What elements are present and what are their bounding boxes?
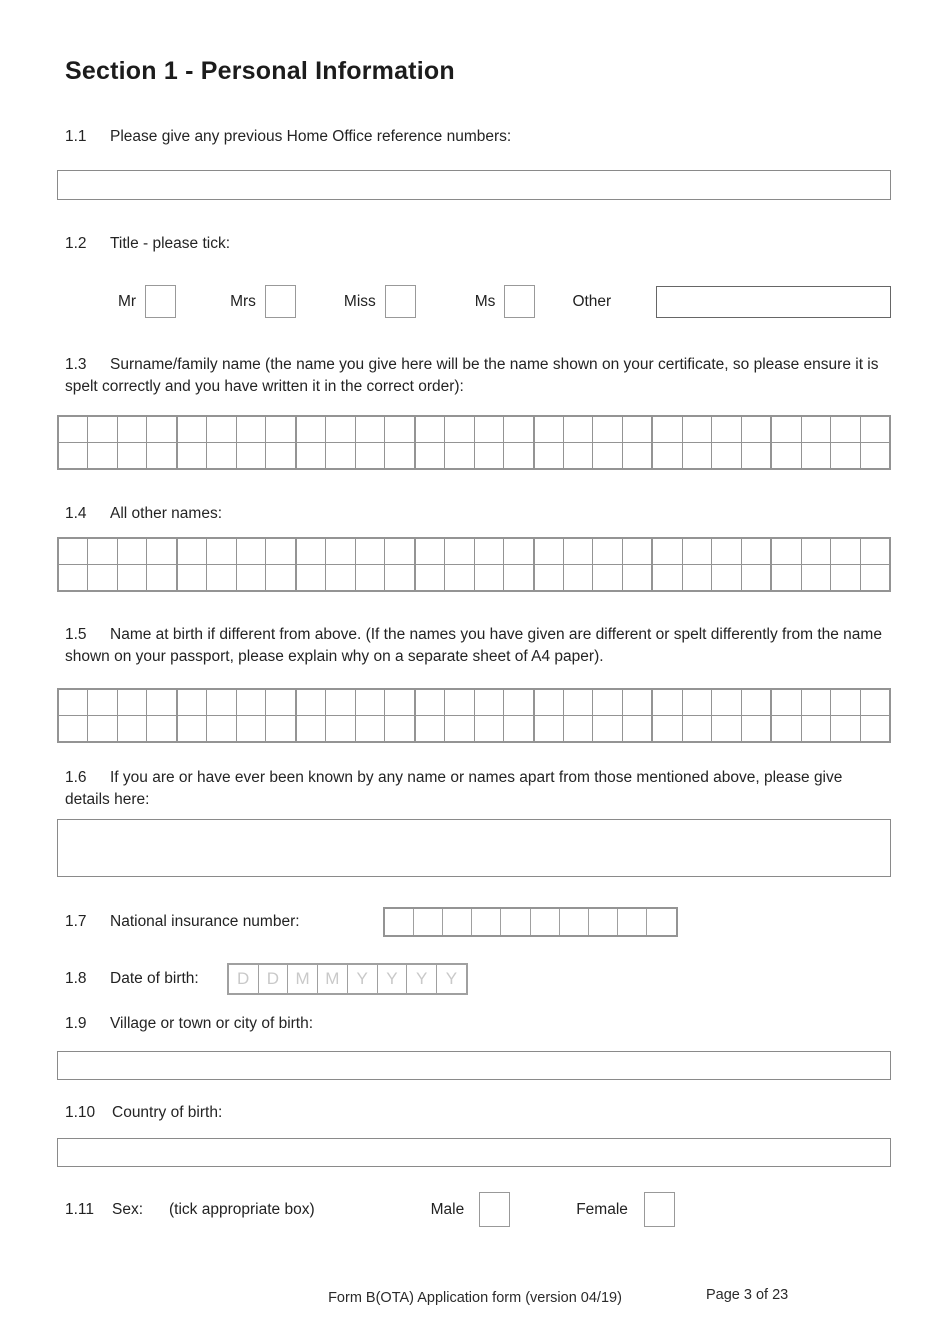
- char-box[interactable]: [445, 716, 474, 741]
- char-box[interactable]: [742, 443, 772, 468]
- char-box[interactable]: [178, 716, 207, 741]
- char-box[interactable]: [416, 565, 445, 590]
- char-box[interactable]: [88, 417, 117, 442]
- char-box[interactable]: [416, 716, 445, 741]
- question-text: Surname/family name (the name you give here will be the name shown on your certificate, so please ensure it is spelt correctly and you have written it in the correct order):: [65, 356, 879, 395]
- section-title: Section 1 - Personal Information: [65, 57, 455, 85]
- char-box[interactable]: [535, 417, 564, 442]
- char-box[interactable]: [831, 565, 860, 590]
- sex-option-male-label: Male: [430, 1200, 465, 1218]
- char-box[interactable]: [356, 539, 385, 564]
- char-box[interactable]: [59, 690, 88, 715]
- surname-char-grid: [57, 415, 891, 470]
- ni-number-char-grid: [383, 907, 678, 937]
- char-box[interactable]: D: [229, 965, 259, 993]
- char-box[interactable]: [475, 690, 504, 715]
- char-box[interactable]: [861, 565, 889, 590]
- char-box[interactable]: [118, 716, 147, 741]
- char-box[interactable]: [385, 565, 415, 590]
- char-box[interactable]: [356, 716, 385, 741]
- char-box[interactable]: [742, 716, 772, 741]
- char-box[interactable]: [326, 716, 355, 741]
- char-box[interactable]: [504, 443, 534, 468]
- char-box[interactable]: [593, 443, 622, 468]
- char-box[interactable]: [88, 690, 117, 715]
- question-text: If you are or have ever been known by any name or names apart from those mentioned above, please give details here:: [65, 769, 843, 808]
- char-box[interactable]: [88, 443, 117, 468]
- form-version-text: Form B(OTA) Application form (version 04/19): [328, 1290, 622, 1306]
- question-1-4-label: [65, 503, 891, 525]
- char-box[interactable]: [772, 443, 801, 468]
- mr-checkbox[interactable]: [145, 285, 176, 318]
- question-number: 1.10: [65, 1104, 96, 1121]
- char-box[interactable]: [88, 539, 117, 564]
- char-box[interactable]: [742, 565, 772, 590]
- char-box[interactable]: [207, 417, 236, 442]
- char-box[interactable]: [564, 565, 593, 590]
- question-number: 1.2: [65, 235, 87, 252]
- char-box[interactable]: [237, 716, 266, 741]
- char-box[interactable]: [535, 690, 564, 715]
- char-box[interactable]: [683, 565, 712, 590]
- char-box[interactable]: [266, 690, 296, 715]
- char-box[interactable]: [266, 565, 296, 590]
- question-text: National insurance number:: [110, 913, 300, 930]
- char-box[interactable]: [59, 716, 88, 741]
- char-box[interactable]: [560, 909, 589, 935]
- question-number: 1.5: [65, 626, 87, 643]
- title-option-label: Miss: [343, 292, 376, 310]
- char-box[interactable]: [59, 539, 88, 564]
- char-box[interactable]: [414, 909, 443, 935]
- char-box[interactable]: D: [259, 965, 289, 993]
- question-1-9-label: [65, 1013, 891, 1035]
- char-box[interactable]: [88, 716, 117, 741]
- char-box[interactable]: [147, 716, 177, 741]
- char-box[interactable]: [802, 565, 831, 590]
- char-box[interactable]: [623, 539, 653, 564]
- char-box[interactable]: [831, 539, 860, 564]
- question-number: 1.3: [65, 356, 87, 373]
- char-box[interactable]: [802, 443, 831, 468]
- title-option-mr: [118, 285, 176, 318]
- char-box[interactable]: [535, 443, 564, 468]
- char-box[interactable]: [861, 539, 889, 564]
- char-box[interactable]: [385, 539, 415, 564]
- char-box[interactable]: [297, 539, 326, 564]
- char-box[interactable]: [772, 690, 801, 715]
- char-box[interactable]: [445, 690, 474, 715]
- sex-hint: (tick appropriate box): [169, 1200, 315, 1218]
- char-box[interactable]: [504, 716, 534, 741]
- male-checkbox[interactable]: [479, 1192, 510, 1227]
- char-box[interactable]: [653, 443, 682, 468]
- title-options-row: [57, 285, 891, 318]
- char-box[interactable]: [266, 539, 296, 564]
- char-box[interactable]: [742, 539, 772, 564]
- char-box[interactable]: [831, 716, 860, 741]
- char-box[interactable]: [593, 565, 622, 590]
- char-box[interactable]: [475, 417, 504, 442]
- question-number: 1.8: [65, 970, 87, 987]
- question-text: All other names:: [110, 505, 222, 522]
- char-box[interactable]: Y: [378, 965, 408, 993]
- char-box[interactable]: [297, 716, 326, 741]
- title-other-label: Other: [572, 292, 612, 310]
- question-text: Village or town or city of birth:: [110, 1015, 314, 1032]
- birth-name-char-grid: [57, 688, 891, 743]
- char-box[interactable]: [742, 690, 772, 715]
- char-box[interactable]: [59, 443, 88, 468]
- char-box[interactable]: [147, 565, 177, 590]
- char-box[interactable]: [237, 690, 266, 715]
- char-box[interactable]: [475, 565, 504, 590]
- page-footer: [0, 1287, 950, 1306]
- char-box[interactable]: [564, 690, 593, 715]
- char-box[interactable]: [683, 716, 712, 741]
- char-box[interactable]: [564, 417, 593, 442]
- char-box[interactable]: [59, 417, 88, 442]
- dob-row: [65, 963, 891, 995]
- question-number: 1.7: [65, 913, 87, 930]
- question-number: 1.4: [65, 505, 87, 522]
- char-box[interactable]: [475, 443, 504, 468]
- char-box[interactable]: [712, 443, 741, 468]
- char-box[interactable]: [147, 690, 177, 715]
- char-box[interactable]: [356, 417, 385, 442]
- char-box[interactable]: [385, 690, 415, 715]
- char-box[interactable]: [501, 909, 530, 935]
- sex-option-female-label: Female: [576, 1200, 628, 1218]
- char-box[interactable]: [266, 716, 296, 741]
- char-box[interactable]: [772, 565, 801, 590]
- char-box[interactable]: [623, 565, 653, 590]
- char-box[interactable]: [237, 565, 266, 590]
- char-box[interactable]: [861, 443, 889, 468]
- female-checkbox[interactable]: [644, 1192, 675, 1227]
- dob-char-grid: [227, 963, 468, 995]
- char-box[interactable]: [207, 565, 236, 590]
- char-box[interactable]: [861, 716, 889, 741]
- sex-row: [65, 1192, 891, 1227]
- question-1-3-label: [65, 354, 891, 398]
- char-box[interactable]: [593, 716, 622, 741]
- char-box[interactable]: [802, 417, 831, 442]
- char-box[interactable]: [712, 690, 741, 715]
- title-option-mrs: [230, 285, 296, 318]
- question-1-6-label: [65, 767, 891, 811]
- question-1-2-label: [65, 233, 891, 255]
- question-1-10-label: [65, 1102, 891, 1124]
- char-box[interactable]: [564, 716, 593, 741]
- char-box[interactable]: [445, 417, 474, 442]
- char-box[interactable]: [683, 417, 712, 442]
- char-box[interactable]: [297, 443, 326, 468]
- title-option-miss: [344, 285, 416, 318]
- char-box[interactable]: [593, 690, 622, 715]
- char-box[interactable]: [535, 539, 564, 564]
- char-box[interactable]: [385, 417, 415, 442]
- char-box[interactable]: [237, 417, 266, 442]
- char-box[interactable]: [118, 417, 147, 442]
- char-box[interactable]: [385, 443, 415, 468]
- char-box[interactable]: [504, 539, 534, 564]
- char-box[interactable]: [416, 539, 445, 564]
- char-box[interactable]: [266, 417, 296, 442]
- char-box[interactable]: [623, 417, 653, 442]
- char-box[interactable]: [623, 716, 653, 741]
- miss-checkbox[interactable]: [385, 285, 416, 318]
- page-indicator: Page 3 of 23: [700, 1287, 788, 1303]
- char-box[interactable]: [653, 565, 682, 590]
- char-box[interactable]: [207, 539, 236, 564]
- char-box[interactable]: [297, 565, 326, 590]
- char-box[interactable]: [504, 565, 534, 590]
- char-box[interactable]: [653, 417, 682, 442]
- char-box[interactable]: [178, 417, 207, 442]
- question-number: 1.6: [65, 769, 87, 786]
- char-box[interactable]: [831, 690, 860, 715]
- question-text: Sex:: [112, 1200, 144, 1218]
- char-box[interactable]: [683, 690, 712, 715]
- char-box[interactable]: [861, 690, 889, 715]
- char-box[interactable]: [475, 539, 504, 564]
- char-box[interactable]: [326, 565, 355, 590]
- char-box[interactable]: [683, 443, 712, 468]
- char-box[interactable]: [326, 690, 355, 715]
- char-box[interactable]: [531, 909, 560, 935]
- other-names-char-grid: [57, 537, 891, 592]
- char-box[interactable]: [385, 716, 415, 741]
- char-box[interactable]: [237, 443, 266, 468]
- char-box[interactable]: [207, 716, 236, 741]
- char-box[interactable]: [475, 716, 504, 741]
- char-box[interactable]: [618, 909, 647, 935]
- char-box[interactable]: [593, 539, 622, 564]
- char-box[interactable]: [59, 565, 88, 590]
- char-box[interactable]: [653, 690, 682, 715]
- question-number: 1.11: [65, 1200, 95, 1218]
- question-text: Title - please tick:: [110, 235, 231, 252]
- char-box[interactable]: [564, 443, 593, 468]
- char-box[interactable]: Y: [445, 969, 458, 988]
- char-box[interactable]: [356, 443, 385, 468]
- char-box[interactable]: Y: [348, 965, 378, 993]
- char-box[interactable]: [445, 539, 474, 564]
- char-box[interactable]: [416, 417, 445, 442]
- char-box[interactable]: [653, 716, 682, 741]
- char-box[interactable]: [147, 417, 177, 442]
- char-box[interactable]: [802, 539, 831, 564]
- question-number: 1.1: [65, 128, 87, 145]
- char-box[interactable]: [118, 690, 147, 715]
- char-box[interactable]: Y: [407, 965, 437, 993]
- char-box[interactable]: [683, 539, 712, 564]
- title-option-label: Mr: [118, 292, 137, 310]
- char-box[interactable]: [772, 716, 801, 741]
- char-box[interactable]: [178, 539, 207, 564]
- char-box[interactable]: [147, 443, 177, 468]
- char-box[interactable]: [178, 690, 207, 715]
- char-box[interactable]: [178, 443, 207, 468]
- question-text: Country of birth:: [112, 1104, 223, 1121]
- char-box[interactable]: [831, 417, 860, 442]
- char-box[interactable]: [445, 565, 474, 590]
- char-box[interactable]: [88, 565, 117, 590]
- char-box[interactable]: [118, 565, 147, 590]
- char-box[interactable]: [326, 539, 355, 564]
- other-known-names-input[interactable]: [57, 819, 891, 877]
- birth-country-input[interactable]: [57, 1138, 891, 1167]
- char-box[interactable]: [535, 716, 564, 741]
- char-box[interactable]: M: [288, 965, 318, 993]
- char-box[interactable]: [647, 909, 675, 935]
- char-box[interactable]: [237, 539, 266, 564]
- char-box[interactable]: [772, 539, 801, 564]
- char-box[interactable]: [802, 690, 831, 715]
- char-box[interactable]: [589, 909, 618, 935]
- char-box[interactable]: [147, 539, 177, 564]
- char-box[interactable]: [535, 565, 564, 590]
- mrs-checkbox[interactable]: [265, 285, 296, 318]
- char-box[interactable]: [504, 417, 534, 442]
- char-box[interactable]: [297, 690, 326, 715]
- char-box[interactable]: [445, 443, 474, 468]
- char-box[interactable]: M: [318, 965, 348, 993]
- char-box[interactable]: [623, 690, 653, 715]
- char-box[interactable]: [623, 443, 653, 468]
- ni-number-row: [65, 907, 891, 937]
- char-box[interactable]: [564, 539, 593, 564]
- char-box[interactable]: [118, 539, 147, 564]
- question-number: 1.9: [65, 1015, 87, 1032]
- char-box[interactable]: [356, 565, 385, 590]
- question-text: Name at birth if different from above. (If the names you have given are different or spelt differently from the name shown on your passport, please explain why on a separate sheet of A4 paper).: [65, 626, 882, 665]
- char-box[interactable]: [472, 909, 501, 935]
- char-box[interactable]: [504, 690, 534, 715]
- char-box[interactable]: [861, 417, 889, 442]
- char-box[interactable]: [802, 716, 831, 741]
- question-1-5-label: [65, 624, 891, 668]
- char-box[interactable]: [266, 443, 296, 468]
- char-box[interactable]: [118, 443, 147, 468]
- char-box[interactable]: [772, 417, 801, 442]
- title-option-label: Ms: [474, 292, 496, 310]
- char-box[interactable]: [712, 565, 741, 590]
- char-box[interactable]: [653, 539, 682, 564]
- title-option-label: Mrs: [230, 292, 256, 310]
- char-box[interactable]: [207, 443, 236, 468]
- char-box[interactable]: [742, 417, 772, 442]
- char-box[interactable]: [356, 690, 385, 715]
- char-box[interactable]: [416, 443, 445, 468]
- char-box[interactable]: [385, 909, 414, 935]
- char-box[interactable]: [326, 417, 355, 442]
- birth-town-input[interactable]: [57, 1051, 891, 1080]
- ho-reference-input[interactable]: [57, 170, 891, 200]
- char-box[interactable]: [712, 716, 741, 741]
- char-box[interactable]: [593, 417, 622, 442]
- title-option-ms: [475, 285, 536, 318]
- ms-checkbox[interactable]: [504, 285, 535, 318]
- char-box[interactable]: [443, 909, 472, 935]
- char-box[interactable]: [326, 443, 355, 468]
- char-box[interactable]: [712, 539, 741, 564]
- title-other-input[interactable]: [656, 286, 891, 318]
- question-text: Please give any previous Home Office reference numbers:: [110, 128, 512, 145]
- char-box[interactable]: [207, 690, 236, 715]
- char-box[interactable]: [416, 690, 445, 715]
- question-1-1-label: [65, 126, 891, 148]
- question-text: Date of birth:: [110, 970, 199, 987]
- char-box[interactable]: [297, 417, 326, 442]
- char-box[interactable]: [712, 417, 741, 442]
- char-box[interactable]: [831, 443, 860, 468]
- char-box[interactable]: [178, 565, 207, 590]
